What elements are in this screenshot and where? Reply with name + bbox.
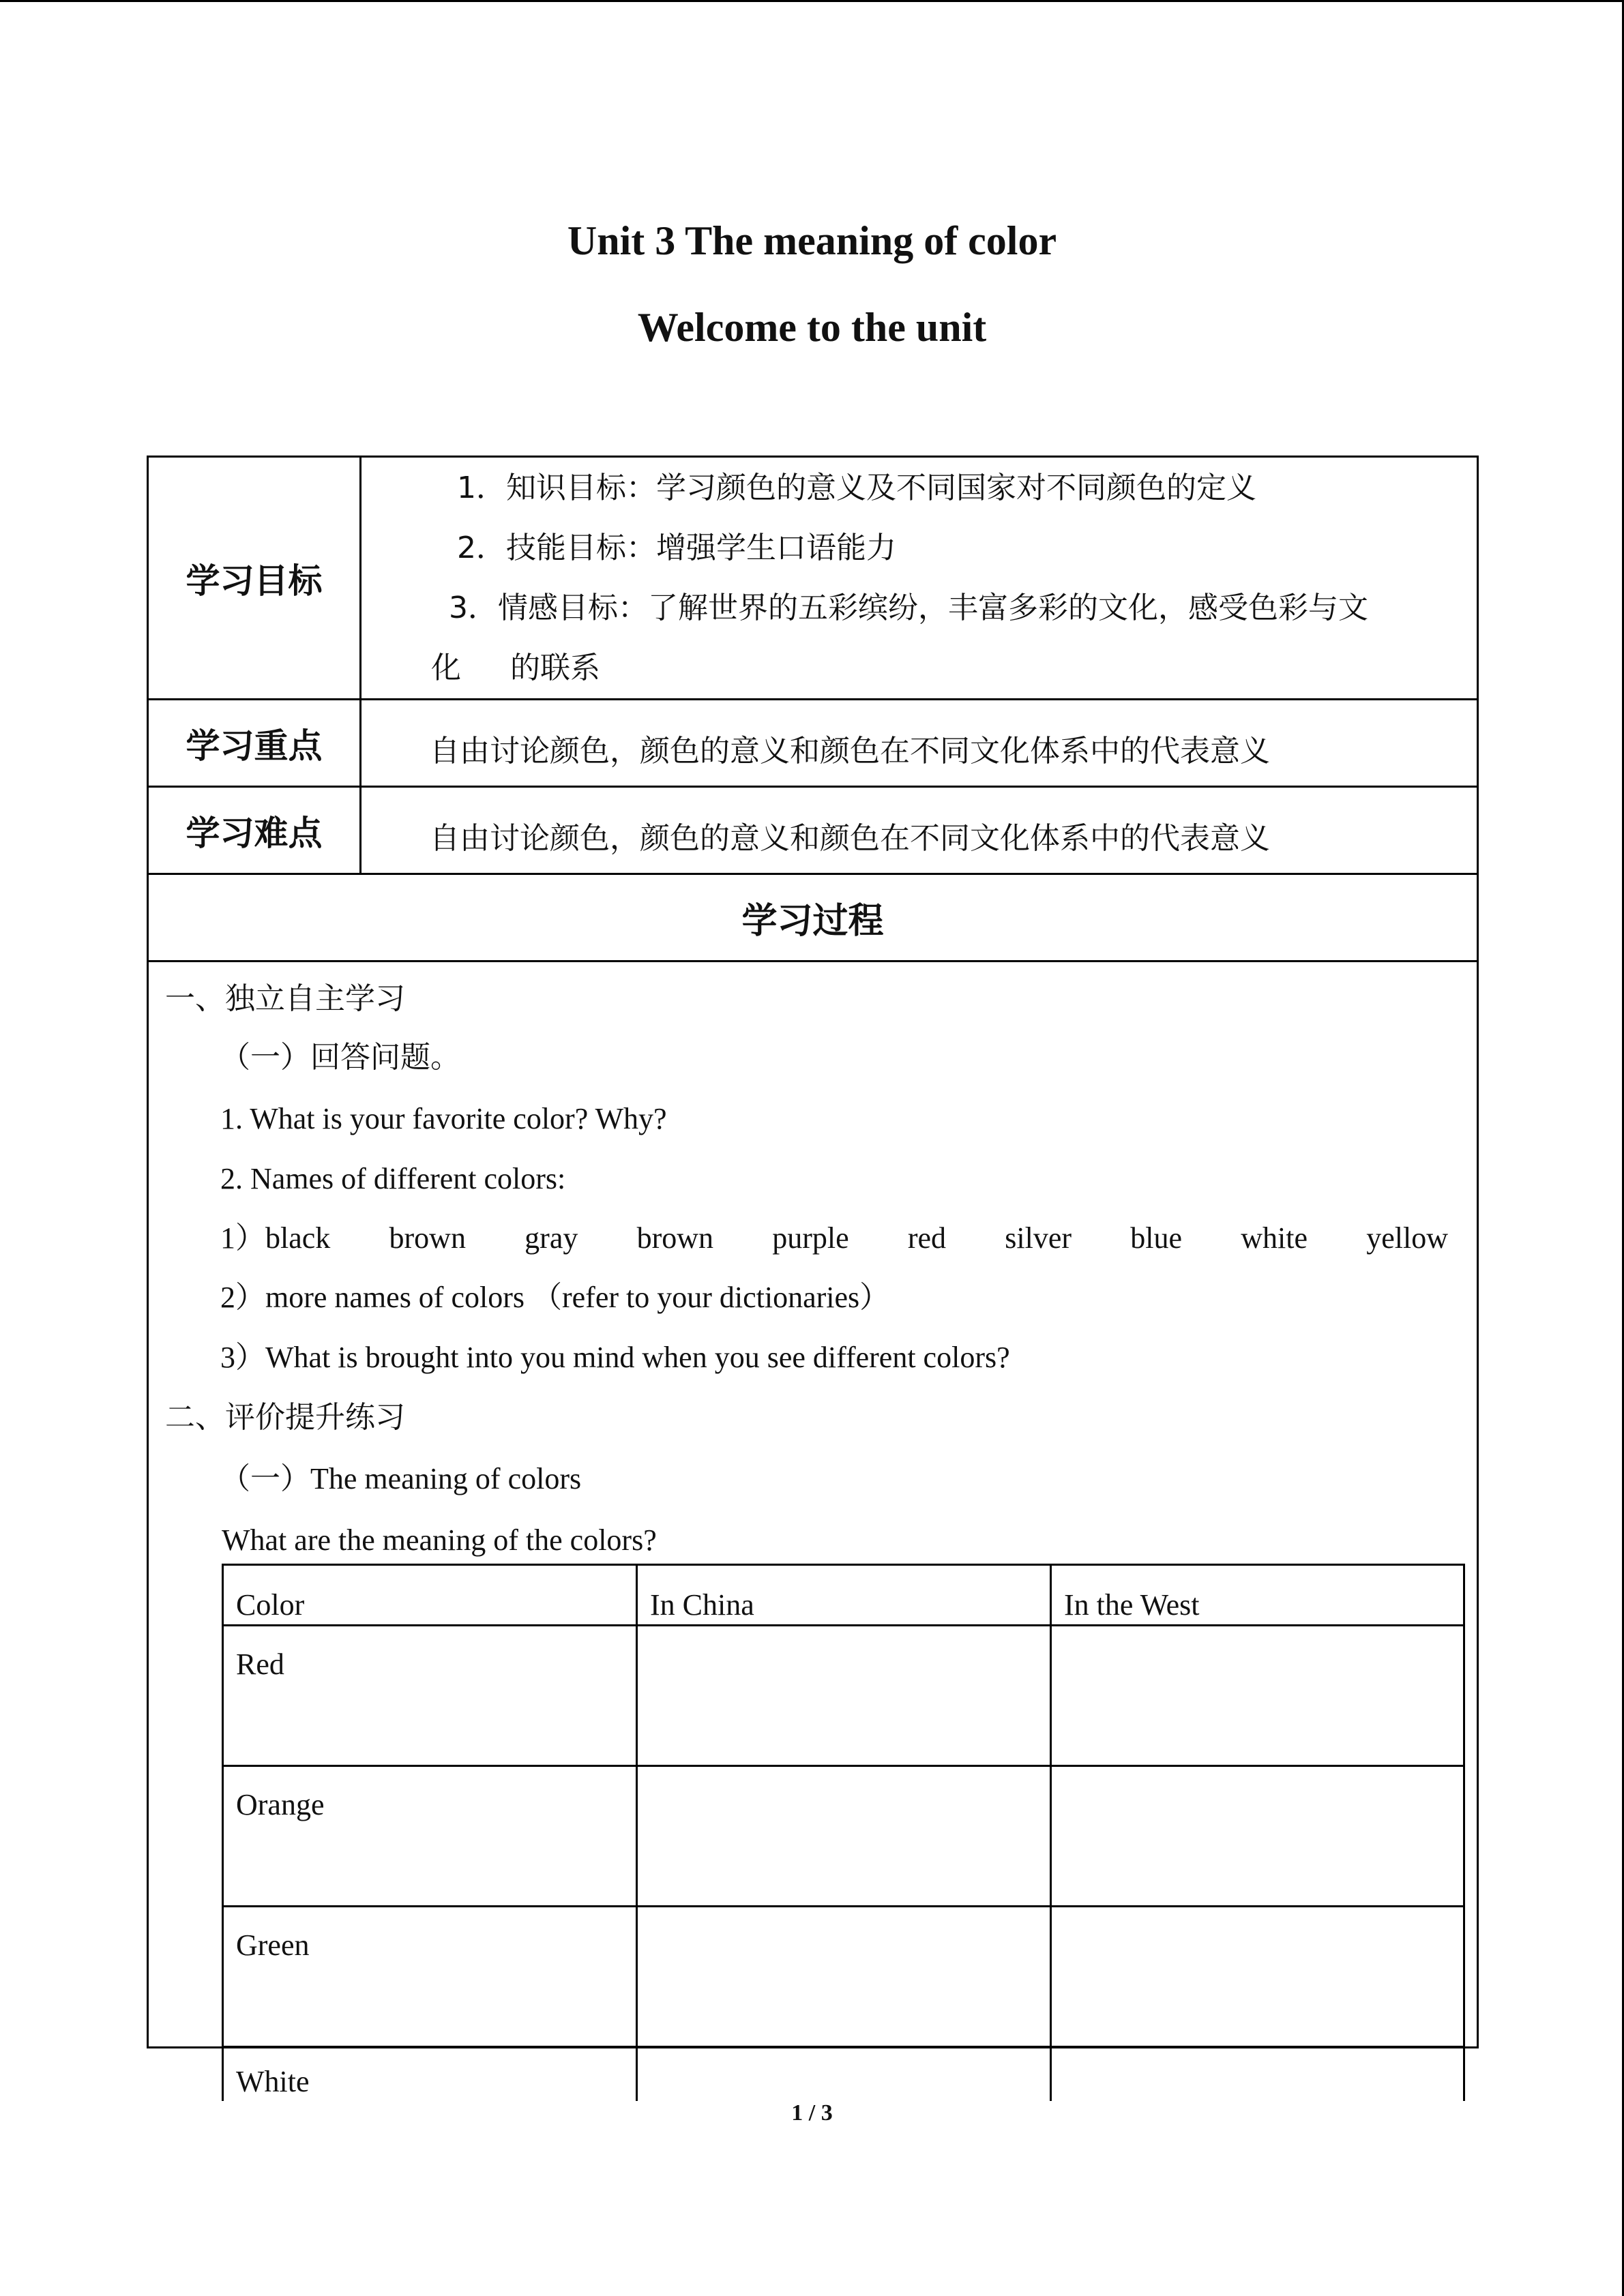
color-word: red — [907, 1221, 947, 1255]
objectives-label: 学习目标 — [148, 457, 361, 700]
table-row — [223, 1907, 1464, 2047]
process-heading: 学习过程 — [148, 874, 1478, 961]
difficulties-content: 自由讨论颜色，颜色的意义和颜色在不同文化体系中的代表意义 — [361, 787, 1478, 874]
difficulties-row — [148, 787, 1478, 874]
objective-skill: 2．技能目标：增强学生口语能力 — [457, 530, 896, 565]
row-color-name: Red — [223, 1626, 637, 1766]
objective-emotion-cont: 化 的联系 — [431, 650, 600, 685]
table-row — [223, 2047, 1464, 2102]
cell-in-the-west[interactable] — [1051, 1766, 1464, 1907]
question-color-names: 2. Names of different colors: — [220, 1162, 566, 1195]
page-top-border — [0, 0, 1624, 2]
cell-in-the-west[interactable] — [1051, 1626, 1464, 1766]
cell-in-china[interactable] — [637, 1907, 1051, 2047]
header-in-china: In China — [637, 1565, 1051, 1626]
process-content — [148, 961, 1478, 2098]
subsection-meaning-of-colors: （一）The meaning of colors — [220, 1462, 582, 1495]
header-color: Color — [223, 1565, 637, 1626]
section-independent-study: 一、独立自主学习 — [165, 981, 405, 1016]
color-word: brown — [636, 1221, 714, 1255]
table-header-row — [223, 1565, 1464, 1626]
color-word: silver — [1005, 1221, 1072, 1255]
process-row — [148, 961, 1478, 2048]
color-word: gray — [525, 1221, 578, 1255]
row-color-name: White — [223, 2047, 637, 2102]
subsection-answer-questions: （一）回答问题。 — [220, 1040, 460, 1075]
key-points-row — [148, 700, 1478, 787]
document-title: Unit 3 The meaning of color — [567, 218, 1057, 263]
color-word: blue — [1130, 1221, 1183, 1255]
key-points-label: 学习重点 — [148, 700, 361, 787]
lesson-plan-table — [147, 456, 1479, 2098]
section-evaluation-practice: 二、评价提升练习 — [165, 1400, 405, 1435]
page-number: 1 / 3 — [791, 2100, 833, 2126]
row-color-name: Green — [223, 1907, 637, 2047]
header-in-the-west: In the West — [1051, 1565, 1464, 1626]
color-meaning-table — [222, 1564, 1465, 2101]
color-word: yellow — [1366, 1221, 1448, 1255]
cell-in-the-west[interactable] — [1051, 1907, 1464, 2047]
more-color-names: 2）more names of colors （refer to your dictionaries） — [220, 1281, 890, 1314]
question-brought-to-mind: 3）What is brought into you mind when you see different colors? — [220, 1341, 1010, 1374]
table-question: What are the meaning of the colors? — [222, 1523, 657, 1557]
color-word: brown — [389, 1221, 466, 1255]
objective-knowledge: 1．知识目标：学习颜色的意义及不同国家对不同颜色的定义 — [457, 470, 1256, 505]
difficulties-label: 学习难点 — [148, 787, 361, 874]
color-word: purple — [772, 1221, 849, 1255]
process-heading-row — [148, 874, 1478, 961]
table-row — [223, 1626, 1464, 1766]
cell-in-china[interactable] — [637, 2047, 1051, 2102]
key-points-content: 自由讨论颜色，颜色的意义和颜色在不同文化体系中的代表意义 — [361, 700, 1478, 787]
document-subtitle: Welcome to the unit — [637, 305, 987, 350]
color-word: white — [1241, 1221, 1308, 1255]
cell-in-china[interactable] — [637, 1626, 1051, 1766]
question-favorite-color: 1. What is your favorite color? Why? — [220, 1102, 667, 1135]
objectives-content — [361, 457, 1478, 700]
color-list-first: 1）black — [220, 1221, 331, 1255]
cell-in-the-west[interactable] — [1051, 2047, 1464, 2102]
color-name-list — [220, 1218, 1448, 1259]
objectives-row — [148, 457, 1478, 700]
objective-emotion: 3．情感目标：了解世界的五彩缤纷，丰富多彩的文化，感受色彩与文 — [449, 590, 1368, 625]
cell-in-china[interactable] — [637, 1766, 1051, 1907]
row-color-name: Orange — [223, 1766, 637, 1907]
table-row — [223, 1766, 1464, 1907]
